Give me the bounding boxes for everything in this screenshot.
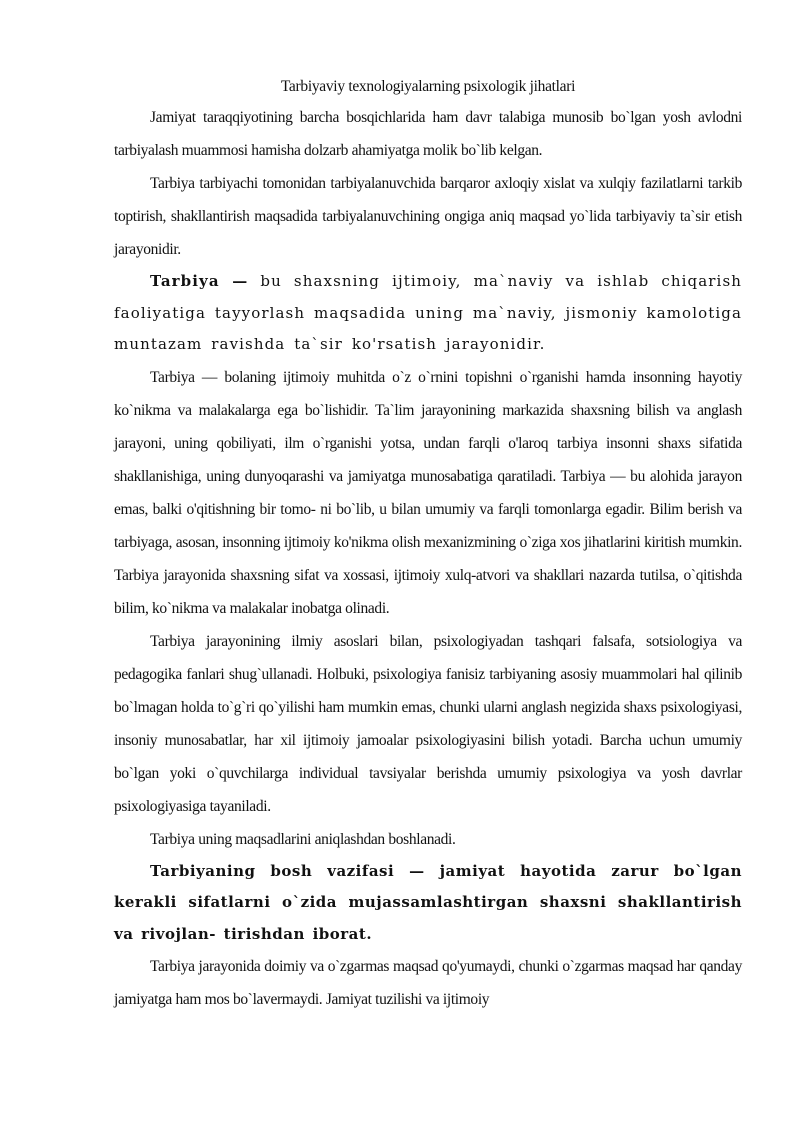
paragraph-1: Jamiyat taraqqiyotining barcha bosqichlarida ham davr talabiga munosib bo`lgan yosh avlodni tarbiyalash muammosi hamisha dolzarb ahamiyatga molik bo`lib kelgan. [114, 109, 742, 159]
paragraph-2: Tarbiya tarbiyachi tomonidan tarbiyalanuvchida barqaror axloqiy xislat va xulqiy fazilatlarni tarkib toptirish, shakllantirish maqsadida tarbiyalanuvchining ongiga aniq maqsad yo`lida tarbiyaviy ta`sir etish jarayonidir. [114, 175, 742, 258]
paragraph-7-main-task: Tarbiyaning bosh vazifasi — jamiyat hayotida zarur bo`lgan kerakli sifatlarni o`zida mujassamlashtirgan shaxsni shakllantirish va rivojlan- tirishdan iborat. [114, 861, 742, 943]
paragraph-6: Tarbiya uning maqsadlarini aniqlashdan boshlanadi. [150, 830, 456, 848]
paragraph-3-definition [114, 266, 742, 361]
definition-text: bu shaxsning ijtimoiy, ma`naviy va ishlab chiqarish faoliyatiga tayyorlash maqsadida uning ma`naviy, jismoniy kamolotiga muntazam ravishda ta`sir ko'rsatish jarayonidir. [114, 272, 743, 353]
paragraph-5: Tarbiya jarayonining ilmiy asoslari bilan, psixologiyadan tashqari falsafa, sotsiologiya va pedagogika fanlari shug`ullanadi. Holbuki, psixologiya fanisiz tarbiyaning asosiy muammolari hal qilinib bo`lmagan holda to`g`ri qo`yilishi ham mumkin emas, chunki ularni anglash negizida shaxs psixologiyasi, insoniy munosabatlar, har xil ijtimoiy jamoalar psixologiyasini bilish yotadi. Barcha uchun umumiy bo`lgan yoki o`quvchilarga individual tavsiyalar berishda umumiy psixologiya va yosh davrlar psixologiyasiga tayaniladi. [114, 632, 742, 815]
document-page [114, 76, 742, 1016]
document-title: Tarbiyaviy texnologiyalarning psixologik jihatlari [280, 78, 576, 95]
paragraph-4: Tarbiya — bolaning ijtimoiy muhitda o`z o`rnini topishni o`rganishi hamda insonning hayotiy ko`nikma va malakalarga ega bo`lishidir. Ta`lim jarayonining markazida shaxsning bilish va anglash jarayoni, uning qobiliyati, ilm o`rganishi yotsa, undan farqli o'laroq tarbiya insonni shaxs sifatida shakllanishiga, uning dunyoqarashi va jamiyatga munosabatiga qaratiladi. Tarbiya — bu alohida jarayon emas, balki o'qitishning bir tomo- ni bo`lib, u bilan umumiy va farqli tomonlarga egadir. Bilim berish va tarbiyaga, asosan, insonning ijtimoiy ko'nikma olish mexanizmining o`ziga xos jihatlarini kiritish mumkin. Tarbiya jarayonida shaxsning sifat va xossasi, ijtimoiy xulq-atvori va shakllari nazarda tutilsa, o`qitishda bilim, ko`nikma va malakalar inobatga olinadi. [114, 368, 742, 617]
paragraph-8: Tarbiya jarayonida doimiy va o`zgarmas maqsad qo'yumaydi, chunki o`zgarmas maqsad har qanday jamiyatga ham mos bo`lavermaydi. Jamiyat tuzilishi va ijtimoiy [114, 958, 742, 1008]
definition-term: Tarbiya — [150, 272, 249, 290]
